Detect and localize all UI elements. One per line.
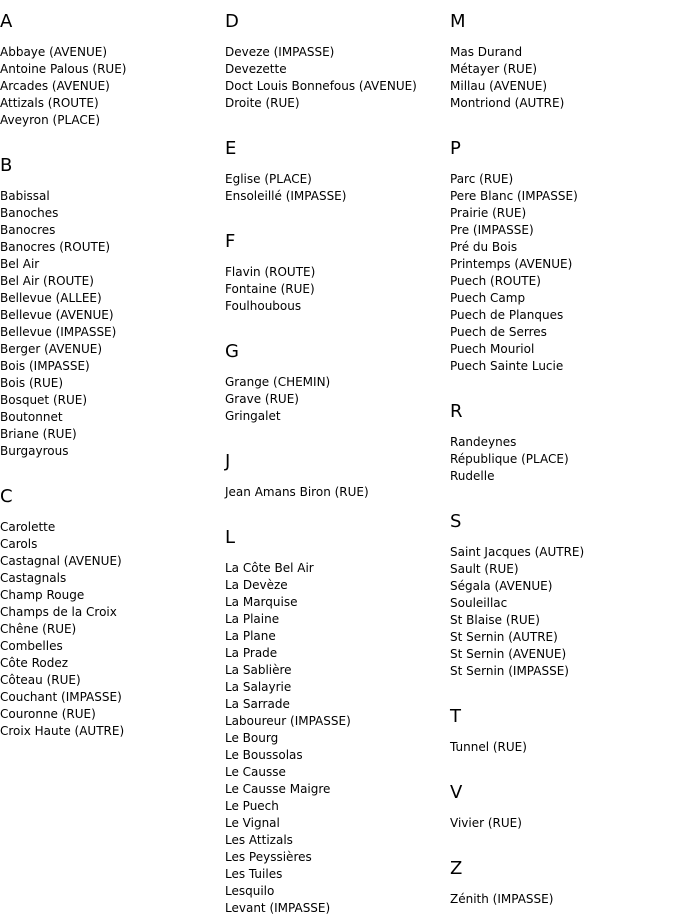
letter-heading: J	[225, 451, 231, 472]
street-link[interactable]: Le Puech	[225, 799, 279, 813]
street-link[interactable]: Mas Durand	[450, 45, 523, 59]
letter-section	[225, 339, 445, 425]
section-spacer	[225, 501, 445, 516]
street-link[interactable]: Côte Rodez	[0, 656, 69, 670]
street-link[interactable]: Puech (ROUTE)	[450, 274, 541, 288]
street-link[interactable]: Pré du Bois	[450, 240, 518, 254]
street-link[interactable]: Puech Camp	[450, 291, 526, 305]
street-link[interactable]: Le Boussolas	[225, 748, 303, 762]
letter-heading: E	[225, 138, 237, 159]
street-link[interactable]: Millau (AVENUE)	[450, 79, 548, 93]
street-link[interactable]: Pere Blanc (IMPASSE)	[450, 189, 578, 203]
street-link[interactable]: La Plane	[225, 629, 276, 643]
street-list	[225, 560, 445, 917]
street-link[interactable]: La Plaine	[225, 612, 280, 626]
letter-heading: B	[0, 155, 13, 176]
street-link[interactable]: Eglise (PLACE)	[225, 172, 312, 186]
street-link[interactable]: Les Attizals	[225, 833, 293, 847]
street-link[interactable]: La Côte Bel Air	[225, 561, 314, 575]
street-list	[450, 171, 670, 375]
street-link[interactable]: Abbaye (AVENUE)	[0, 45, 108, 59]
street-link[interactable]: Bellevue (IMPASSE)	[0, 325, 117, 339]
street-link[interactable]: Parc (RUE)	[450, 172, 514, 186]
street-link[interactable]: Aveyron (PLACE)	[0, 113, 101, 127]
letter-heading: S	[450, 511, 462, 532]
letter-heading: F	[225, 231, 236, 252]
street-index-column-3	[450, 0, 670, 908]
street-link[interactable]: Burgayrous	[0, 444, 69, 458]
street-list	[450, 739, 670, 756]
street-link[interactable]: Côteau (RUE)	[0, 673, 81, 687]
section-spacer	[225, 205, 445, 220]
street-link[interactable]: Lesquilo	[225, 884, 275, 898]
street-link[interactable]: Antoine Palous (RUE)	[0, 62, 127, 76]
street-link[interactable]: Briane (RUE)	[0, 427, 77, 441]
section-spacer	[225, 315, 445, 330]
street-link[interactable]: Vivier (RUE)	[450, 816, 522, 830]
street-link[interactable]: Bel Air (ROUTE)	[0, 274, 94, 288]
street-link[interactable]: Banoches	[0, 206, 59, 220]
section-spacer	[450, 680, 670, 695]
letter-heading: M	[450, 11, 466, 32]
street-link[interactable]: Foulhoubous	[225, 299, 302, 313]
street-index-column-1	[0, 0, 220, 740]
street-list	[450, 891, 670, 908]
street-link[interactable]: Tunnel (RUE)	[450, 740, 527, 754]
section-spacer	[225, 112, 445, 127]
street-link[interactable]: Babissal	[0, 189, 50, 203]
street-link[interactable]: Ensoleillé (IMPASSE)	[225, 189, 347, 203]
street-list	[225, 374, 445, 425]
street-link[interactable]: Le Causse	[225, 765, 286, 779]
street-link[interactable]: Fontaine (RUE)	[225, 282, 315, 296]
street-link[interactable]: Le Bourg	[225, 731, 279, 745]
street-link[interactable]: St Sernin (IMPASSE)	[450, 664, 569, 678]
street-link[interactable]: Ségala (AVENUE)	[450, 579, 553, 593]
letter-heading: R	[450, 401, 463, 422]
street-link[interactable]: La Sarrade	[225, 697, 290, 711]
letter-section	[225, 449, 445, 501]
street-link[interactable]: Attizals (ROUTE)	[0, 96, 99, 110]
street-link[interactable]: Le Vignal	[225, 816, 280, 830]
street-link[interactable]: Doct Louis Bonnefous (AVENUE)	[225, 79, 417, 93]
street-link[interactable]: Souleillac	[450, 596, 508, 610]
street-link[interactable]: Montriond (AUTRE)	[450, 96, 565, 110]
letter-section	[0, 9, 220, 129]
letter-heading: L	[225, 527, 236, 548]
street-link[interactable]: St Sernin (AVENUE)	[450, 647, 567, 661]
section-spacer	[450, 485, 670, 500]
letter-section	[225, 525, 445, 917]
letter-heading: P	[450, 138, 461, 159]
street-link[interactable]: Pre (IMPASSE)	[450, 223, 534, 237]
letter-heading: T	[450, 706, 461, 727]
letter-section	[450, 704, 670, 756]
street-link[interactable]: Flavin (ROUTE)	[225, 265, 316, 279]
street-link[interactable]: Croix Haute (AUTRE)	[0, 724, 125, 738]
street-link[interactable]: Castagnals	[0, 571, 67, 585]
street-link[interactable]: Prairie (RUE)	[450, 206, 527, 220]
street-link[interactable]: La Devèze	[225, 578, 288, 592]
street-link[interactable]: Combelles	[0, 639, 63, 653]
street-link[interactable]: Banocres	[0, 223, 56, 237]
section-spacer	[450, 832, 670, 847]
street-list	[0, 188, 220, 460]
letter-heading: G	[225, 341, 239, 362]
street-link[interactable]: St Blaise (RUE)	[450, 613, 540, 627]
street-link[interactable]: Saint Jacques (AUTRE)	[450, 545, 585, 559]
street-list	[450, 434, 670, 485]
letter-section	[0, 153, 220, 460]
street-link[interactable]: Boutonnet	[0, 410, 63, 424]
street-link[interactable]: Bois (RUE)	[0, 376, 64, 390]
letter-heading: C	[0, 486, 13, 507]
street-link[interactable]: Gringalet	[225, 409, 281, 423]
street-link[interactable]: Deveze (IMPASSE)	[225, 45, 335, 59]
street-list	[225, 264, 445, 315]
letter-heading: Z	[450, 858, 463, 879]
letter-heading: D	[225, 11, 239, 32]
letter-section	[450, 399, 670, 485]
street-link[interactable]: Champs de la Croix	[0, 605, 117, 619]
section-spacer	[0, 460, 220, 475]
street-link[interactable]: Couronne (RUE)	[0, 707, 96, 721]
street-link[interactable]: Jean Amans Biron (RUE)	[225, 485, 369, 499]
letter-section	[450, 780, 670, 832]
street-list	[225, 44, 445, 112]
street-link[interactable]: Sault (RUE)	[450, 562, 519, 576]
street-link[interactable]: Puech Sainte Lucie	[450, 359, 564, 373]
street-list	[450, 815, 670, 832]
street-list	[225, 171, 445, 205]
street-link[interactable]: La Sablière	[225, 663, 292, 677]
street-link[interactable]: Laboureur (IMPASSE)	[225, 714, 351, 728]
letter-section	[450, 509, 670, 680]
street-link[interactable]: Le Causse Maigre	[225, 782, 331, 796]
letter-heading: A	[0, 11, 13, 32]
street-link[interactable]: Champ Rouge	[0, 588, 85, 602]
street-link[interactable]: Printemps (AVENUE)	[450, 257, 573, 271]
street-link[interactable]: Puech Mouriol	[450, 342, 535, 356]
section-spacer	[450, 112, 670, 127]
street-link[interactable]: La Salayrie	[225, 680, 292, 694]
street-link[interactable]: Randeynes	[450, 435, 517, 449]
street-link[interactable]: Droite (RUE)	[225, 96, 300, 110]
street-link[interactable]: République (PLACE)	[450, 452, 569, 466]
street-link[interactable]: Bellevue (ALLEE)	[0, 291, 102, 305]
street-link[interactable]: Métayer (RUE)	[450, 62, 538, 76]
street-link[interactable]: Grange (CHEMIN)	[225, 375, 331, 389]
letter-section	[0, 484, 220, 740]
street-index-column-2	[225, 0, 445, 917]
section-spacer	[450, 756, 670, 771]
street-link[interactable]: Les Tuiles	[225, 867, 283, 881]
street-list	[450, 544, 670, 680]
street-link[interactable]: Devezette	[225, 62, 287, 76]
street-link[interactable]: Zénith (IMPASSE)	[450, 892, 554, 906]
street-link[interactable]: Bel Air	[0, 257, 40, 271]
street-link[interactable]: Chêne (RUE)	[0, 622, 77, 636]
letter-section	[450, 856, 670, 908]
street-link[interactable]: Banocres (ROUTE)	[0, 240, 111, 254]
street-link[interactable]: Bois (IMPASSE)	[0, 359, 90, 373]
street-link[interactable]: Berger (AVENUE)	[0, 342, 103, 356]
letter-heading: V	[450, 782, 463, 803]
street-list	[0, 44, 220, 129]
street-link[interactable]: La Prade	[225, 646, 278, 660]
street-link[interactable]: Bosquet (RUE)	[0, 393, 88, 407]
street-link[interactable]: Puech de Planques	[450, 308, 564, 322]
street-link[interactable]: Grave (RUE)	[225, 392, 299, 406]
street-link[interactable]: Les Peyssières	[225, 850, 312, 864]
street-link[interactable]: Arcades (AVENUE)	[0, 79, 110, 93]
section-spacer	[0, 129, 220, 144]
street-link[interactable]: Levant (IMPASSE)	[225, 901, 331, 915]
street-link[interactable]: Rudelle	[450, 469, 495, 483]
section-spacer	[225, 425, 445, 440]
street-list	[225, 484, 445, 501]
street-link[interactable]: Couchant (IMPASSE)	[0, 690, 122, 704]
letter-section	[225, 9, 445, 112]
letter-section	[450, 136, 670, 375]
street-link[interactable]: Castagnal (AVENUE)	[0, 554, 122, 568]
street-link[interactable]: St Sernin (AUTRE)	[450, 630, 558, 644]
street-list	[450, 44, 670, 112]
street-link[interactable]: La Marquise	[225, 595, 298, 609]
street-link[interactable]: Carolette	[0, 520, 56, 534]
street-link[interactable]: Bellevue (AVENUE)	[0, 308, 114, 322]
letter-section	[450, 9, 670, 112]
letter-section	[225, 136, 445, 205]
section-spacer	[450, 375, 670, 390]
letter-section	[225, 229, 445, 315]
street-link[interactable]: Carols	[0, 537, 38, 551]
street-link[interactable]: Puech de Serres	[450, 325, 547, 339]
street-list	[0, 519, 220, 740]
